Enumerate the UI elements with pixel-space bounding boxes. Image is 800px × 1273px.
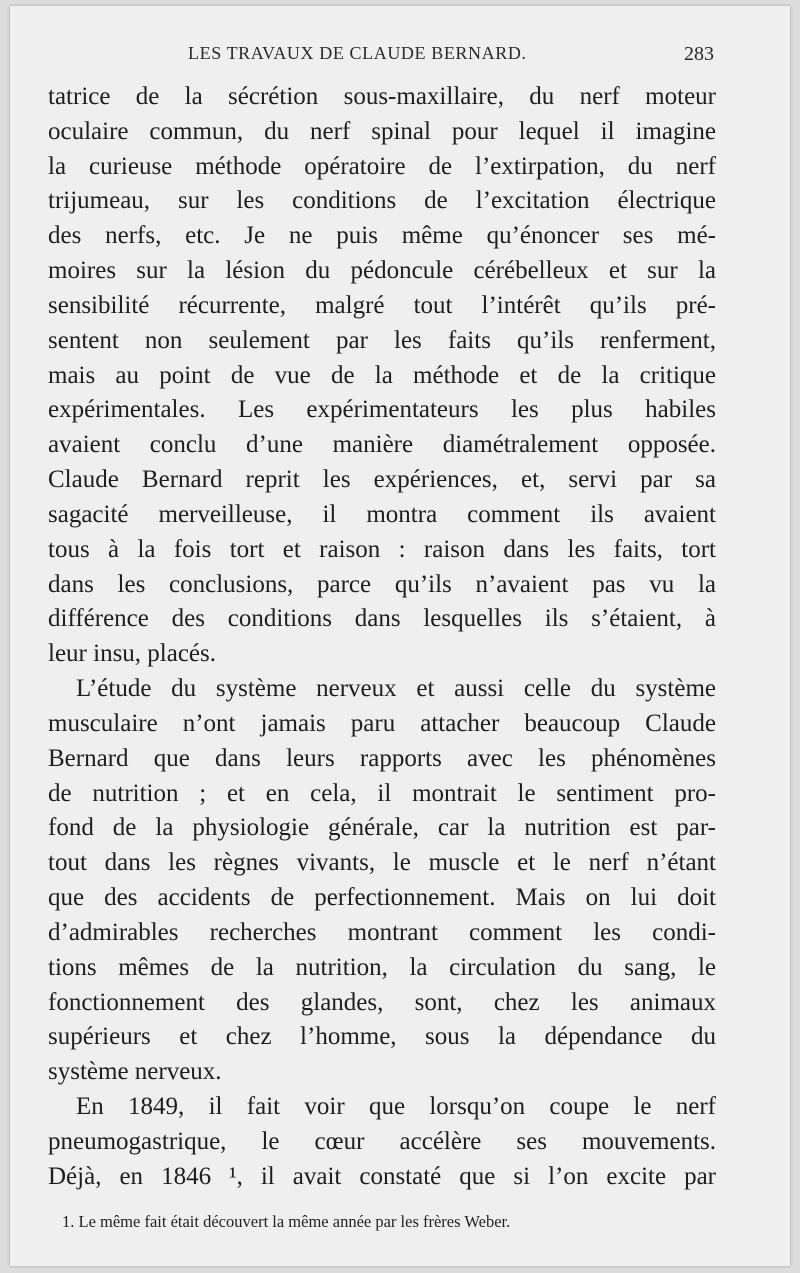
- body-line: avaient conclu d’une manière diamétralement opposée.: [48, 431, 716, 458]
- book-page: [10, 6, 790, 1266]
- body-line: Bernard que dans leurs rapports avec les phénomènes: [48, 745, 716, 772]
- paragraph-start: En 1849, il fait voir que lorsqu’on coupe le nerf: [76, 1093, 716, 1120]
- body-line: fonctionnement des glandes, sont, chez les animaux: [48, 989, 716, 1016]
- body-line: Déjà, en 1846 ¹, il avait constaté que si l’on excite par: [48, 1163, 716, 1190]
- running-title: LES TRAVAUX DE CLAUDE BERNARD.: [188, 43, 527, 63]
- body-line: tatrice de la sécrétion sous-maxillaire, du nerf moteur: [48, 83, 716, 110]
- body-line: de nutrition ; et en cela, il montrait le sentiment pro-: [48, 780, 716, 807]
- footnote: 1. Le même fait était découvert la même année par les frères Weber.: [62, 1212, 511, 1231]
- body-line: la curieuse méthode opératoire de l’extirpation, du nerf: [48, 153, 716, 180]
- body-line: sensibilité récurrente, malgré tout l’intérêt qu’ils pré-: [48, 292, 716, 319]
- body-line: Claude Bernard reprit les expériences, et, servi par sa: [48, 466, 716, 493]
- body-line: système nerveux.: [48, 1058, 222, 1085]
- body-line: trijumeau, sur les conditions de l’excitation électrique: [48, 187, 716, 214]
- body-line: que des accidents de perfectionnement. Mais on lui doit: [48, 884, 716, 911]
- body-line: d’admirables recherches montrant comment les condi-: [48, 919, 716, 946]
- body-line: mais au point de vue de la méthode et de la critique: [48, 362, 716, 389]
- paragraph-start: L’étude du système nerveux et aussi celle du système: [76, 675, 716, 702]
- body-line: différence des conditions dans lesquelles ils s’étaient, à: [48, 605, 716, 632]
- body-line: sagacité merveilleuse, il montra comment ils avaient: [48, 501, 716, 528]
- body-line: tous à la fois tort et raison : raison dans les faits, tort: [48, 536, 716, 563]
- body-line: tions mêmes de la nutrition, la circulation du sang, le: [48, 954, 716, 981]
- body-line: expérimentales. Les expérimentateurs les plus habiles: [48, 396, 716, 423]
- body-line: supérieurs et chez l’homme, sous la dépendance du: [48, 1023, 716, 1050]
- body-line: tout dans les règnes vivants, le muscle et le nerf n’étant: [48, 849, 716, 876]
- page-number: 283: [684, 43, 714, 65]
- body-line: pneumogastrique, le cœur accélère ses mouvements.: [48, 1128, 716, 1155]
- body-line: sentent non seulement par les faits qu’ils renferment,: [48, 327, 716, 354]
- body-line: fond de la physiologie générale, car la nutrition est par-: [48, 814, 716, 841]
- body-line: musculaire n’ont jamais paru attacher beaucoup Claude: [48, 710, 716, 737]
- body-line: oculaire commun, du nerf spinal pour lequel il imagine: [48, 118, 716, 145]
- body-line: dans les conclusions, parce qu’ils n’avaient pas vu la: [48, 571, 716, 598]
- body-line: moires sur la lésion du pédoncule cérébelleux et sur la: [48, 257, 716, 284]
- body-line: des nerfs, etc. Je ne puis même qu’énoncer ses mé-: [48, 222, 716, 249]
- body-line: leur insu, placés.: [48, 640, 217, 667]
